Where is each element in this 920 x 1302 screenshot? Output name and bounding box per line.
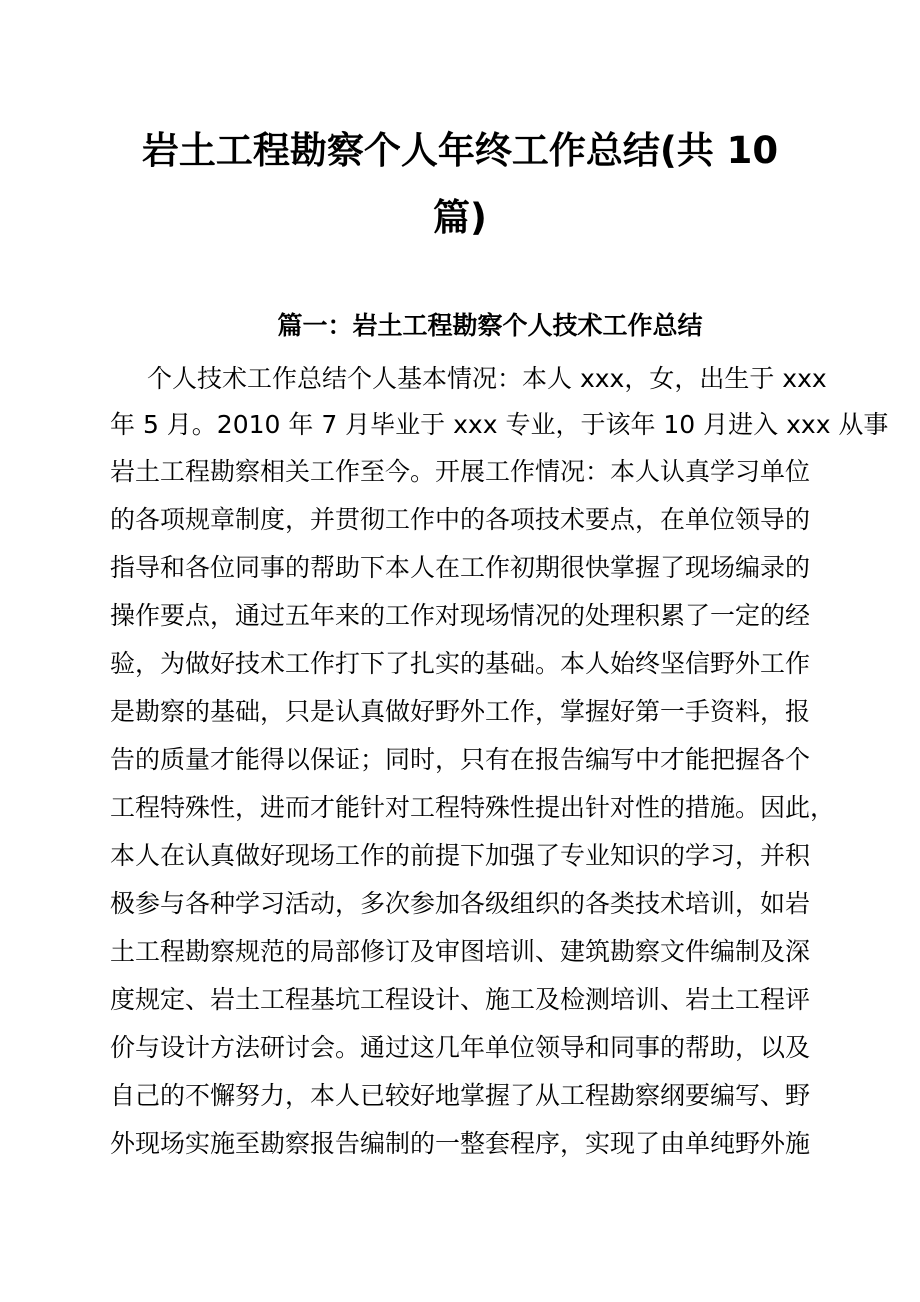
document-title-line-2: 篇) bbox=[433, 196, 487, 239]
body-line: 是勘察的基础，只是认真做好野外工作，掌握好第一手资料，报 bbox=[110, 697, 811, 726]
body-line: 年 5 月。2010 年 7 月毕业于 xxx 专业，于该年 10 月进入 xxx 从事 bbox=[110, 410, 889, 439]
body-line: 度规定、岩土工程基坑工程设计、施工及检测培训、岩土工程评 bbox=[110, 985, 811, 1014]
body-line: 的各项规章制度，并贯彻工作中的各项技术要点，在单位领导的 bbox=[110, 505, 811, 534]
body-line: 操作要点，通过五年来的工作对现场情况的处理积累了一定的经 bbox=[110, 601, 811, 630]
document-title-line-1: 岩土工程勘察个人年终工作总结(共 10 bbox=[141, 129, 779, 172]
section-heading: 篇一：岩土工程勘察个人技术工作总结 bbox=[277, 311, 703, 340]
body-line: 本人在认真做好现场工作的前提下加强了专业知识的学习，并积 bbox=[110, 841, 811, 870]
body-line: 极参与各种学习活动，多次参加各级组织的各类技术培训，如岩 bbox=[110, 889, 811, 918]
body-line: 验，为做好技术工作打下了扎实的基础。本人始终坚信野外工作 bbox=[110, 649, 811, 678]
body-line: 土工程勘察规范的局部修订及审图培训、建筑勘察文件编制及深 bbox=[110, 937, 811, 966]
body-line: 个人技术工作总结个人基本情况：本人 xxx，女，出生于 xxx bbox=[147, 364, 827, 393]
body-line: 指导和各位同事的帮助下本人在工作初期很快掌握了现场编录的 bbox=[110, 553, 811, 582]
body-line: 告的质量才能得以保证；同时，只有在报告编写中才能把握各个 bbox=[110, 745, 811, 774]
body-line: 外现场实施至勘察报告编制的一整套程序，实现了由单纯野外施 bbox=[110, 1129, 811, 1158]
body-line: 价与设计方法研讨会。通过这几年单位领导和同事的帮助，以及 bbox=[110, 1033, 811, 1062]
body-line: 岩土工程勘察相关工作至今。开展工作情况：本人认真学习单位 bbox=[110, 457, 811, 486]
body-line: 工程特殊性，进而才能针对工程特殊性提出针对性的措施。因此， bbox=[110, 793, 836, 822]
body-line: 自己的不懈努力，本人已较好地掌握了从工程勘察纲要编写、野 bbox=[110, 1081, 811, 1110]
